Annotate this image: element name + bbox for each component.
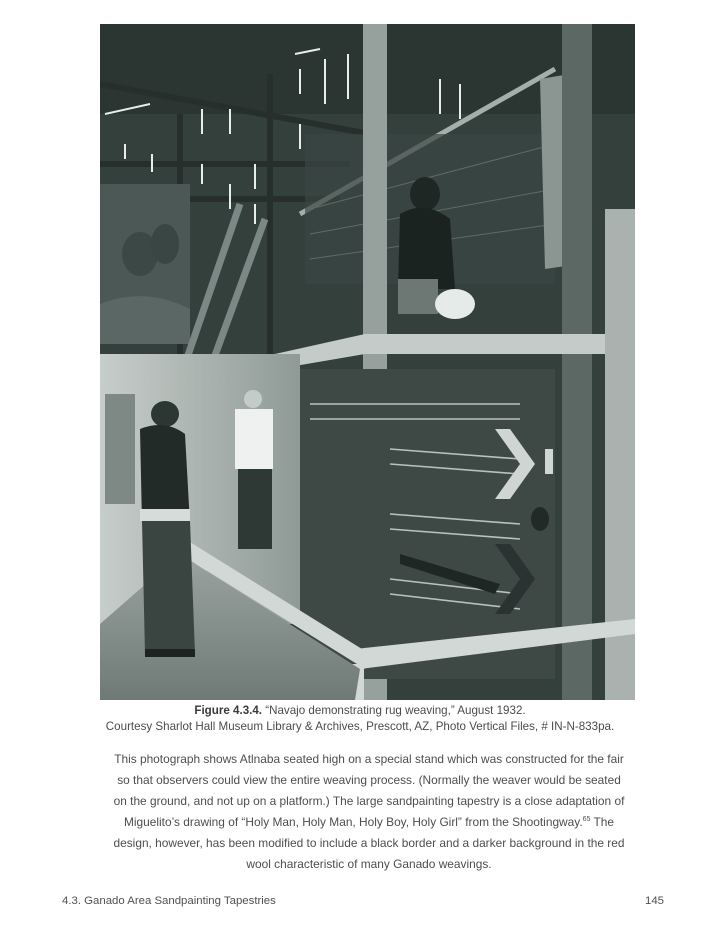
body-paragraph	[112, 749, 626, 875]
photo-illustration	[100, 24, 635, 700]
paragraph-text-part-1: This photograph shows Atlnaba seated high on a special stand which was constructed for the fair so that observers could view the entire weaving process. (Normally the weaver would be seated on the ground, and not up on a platform.) The large sandpainting tapestry is a close adaptation of Miguelito’s drawing of “Holy Man, Holy Man, Holy Boy, Holy Girl” from the Shootingway.	[113, 752, 625, 829]
right-post	[562, 24, 592, 700]
figure-credit: Courtesy Sharlot Hall Museum Library & Archives, Prescott, AZ, Photo Vertical Files, # IN-N-833pa.	[105, 720, 615, 733]
caption-line-1	[60, 703, 660, 719]
wool-bundle	[435, 289, 475, 319]
paragraph-text-part-2: The design, however, has been modified to include a black border and a darker background in the red wool characteristic of many Ganado weavings.	[113, 815, 625, 871]
footnote-reference[interactable]: 65	[582, 816, 591, 823]
page-number: 145	[644, 895, 664, 907]
figure-label: Figure 4.3.4.	[194, 704, 263, 717]
archival-photograph	[100, 24, 635, 700]
running-footer-section: 4.3. Ganado Area Sandpainting Tapestries	[62, 895, 276, 907]
painted-backdrop	[100, 184, 190, 344]
figure-title: “Navajo demonstrating rug weaving,” August 1932.	[262, 704, 526, 717]
figure-caption	[60, 703, 660, 735]
